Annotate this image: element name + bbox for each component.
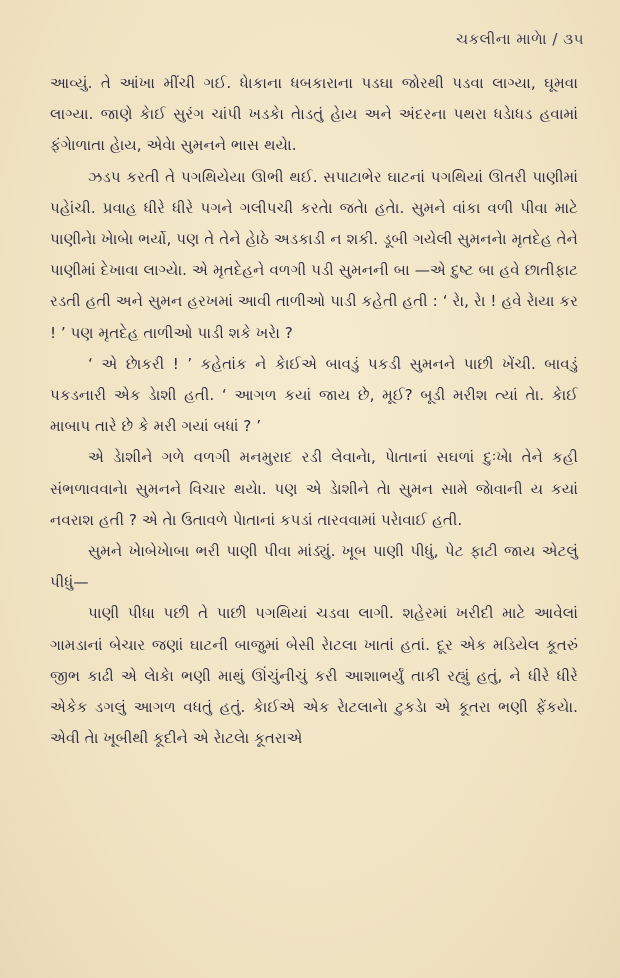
paragraph-5: સુમને ખેાબેખેાબા ભરી પાણી પીવા માંડ્યું. ખૂબ પાણી પીધું, પેટ ફાટી જાય એટલું પીધું— [50, 542, 578, 592]
paragraph-2: ઝડપ કરતી તે પગથિયેયા ઊભી થઈ. સપાટાભેર ઘાટનાં પગથિયાં ઊતરી પાણીમાં પહેાંચી. પ્રવાહ ધીરે ધીરે પગને ગલીપચી કરતેા જતેા હતેા. સુમને વાંકા વળી પીવા માટે પાણીનેા ખેાબેા ભર્યો, પણ તે તેને હેાઠે અડકાડી ન શકી. ડૂબી ગયેલી સુમનનેા મૃતદેહ તેને પાણીમાં દેખાવા લાગ્યેા. એ મૃતદેહને વળગી પડી સુમનની બા —એ દુષ્ટ બા હવે છાતીફાટ રડતી હતી અને સુમન હરખમાં આવી તાળીઓ પાડી કહેતી હતી : ‘ રેા, રેા ! હવે રેાયા કર ! ’ પણ મૃતદેહ તાળીઓ પાડી શકે ખરેા ? [50, 167, 578, 342]
paragraph-6: પાણી પીધા પછી તે પાછી પગથિયાં ચડવા લાગી. શહેરમાં ખરીદી માટે આવેલાં ગામડાનાં બેચાર જણાં ઘાટની બાજુમાં બેસી રેાટલા ખાતાં હતાં. દૂર એક મડિયેલ કૂતરું જીભ કાઢી એ લેાકેા ભણી માથું ઊંચુંનીચું કરી આશાભર્યું તાકી રહ્યું હતું, ને ધીરે ધીરે એકેક ડગલું આગળ વધતું હતું. કેાઈએ એક રેાટલાનેા ટુકડેા એ કૂતરા ભણી ફેંકયેા. એવી તેા ખૂબીથી કૂદીને એ રેાટલેા કૂતરાએ [50, 604, 578, 748]
running-header: ચકલીના માળેા / ૩૫ [456, 30, 584, 48]
paragraph-3: ‘ એ છેાકરી ! ’ કહેતાંક ને કેાઈએ બાવડું પકડી સુમનને પાછી ખેંચી. બાવડું પકડનારી એક ડેાશી હતી. ‘ આગળ કયાં જાય છે, મૂઈ? બૂડી મરીશ ત્યાં તેા. કેાઈ માબાપ તારે છે કે મરી ગયાં બધાં ? ’ [50, 354, 578, 436]
paragraph-4: એ ડેાશીને ગળે વળગી મનમુરાદ રડી લેવાનેા, પેાતાનાં સઘળાં દુઃખેા તેને કહી સંભળાવવાનેા સુમનને વિચાર થયેા. પણ એ ડેાશીને તેા સુમન સામે જેાવાની ય કયાં નવરાશ હતી ? એ તેા ઉતાવળે પેાતાનાં કપડાં તારવવામાં પરેાવાઈ હતી. [50, 448, 578, 529]
body-text [50, 68, 578, 754]
paragraph-1: આવ્યું. તે આંખા મીંચી ગઈ. ધેાકાના ધબકારાના પડઘા જોરથી પડવા લાગ્યા, ઘૂમવા લાગ્યા. જાણે કેાઈ સુરંગ ચાંપી ખડકેા તેાડતું હેાય અને અંદરના પથરા ધડેાધડ હવામાં ફંગેાળાતા હેાય, એવેા સુમનને ભાસ થયેા. [50, 74, 578, 155]
